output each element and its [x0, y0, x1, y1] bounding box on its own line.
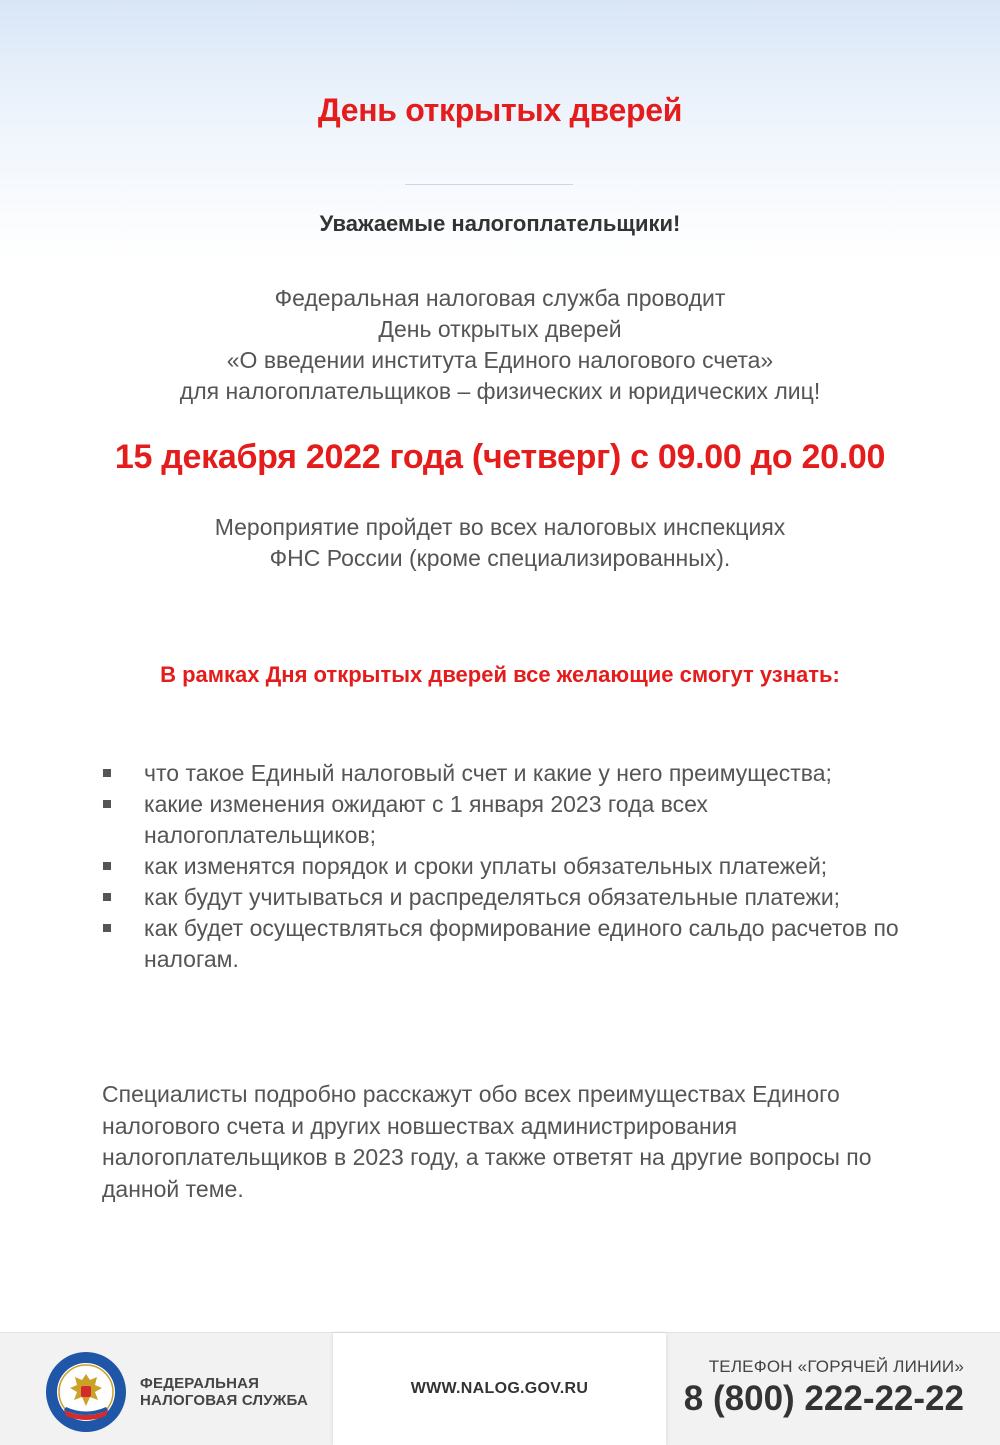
org-name	[140, 1375, 308, 1409]
footer-org	[0, 1333, 333, 1445]
hotline-label: ТЕЛЕФОН «ГОРЯЧЕЙ ЛИНИИ»	[708, 1357, 964, 1376]
closing-paragraph: Специалисты подробно расскажут обо всех преимуществах Единого налогового счета и других новшествах администрирования налогоплательщиков в 2023 году, а также ответят на другие вопросы по данной теме.	[102, 1081, 872, 1202]
list-item	[100, 882, 930, 913]
list-item-text: как будет осуществляться формирование единого сальдо расчетов по налогам.	[144, 915, 899, 972]
intro-line: для налогоплательщиков – физических и юридических лиц!	[179, 378, 821, 404]
page-title: День открытых дверей	[317, 92, 683, 128]
learn-heading: В рамках Дня открытых дверей все желающие смогут узнать:	[160, 662, 840, 687]
square-bullet-icon	[103, 769, 111, 777]
list-item	[100, 758, 930, 789]
list-item	[100, 913, 930, 975]
fns-emblem-icon	[44, 1350, 128, 1434]
org-name-line: НАЛОГОВАЯ СЛУЖБА	[140, 1392, 308, 1409]
topics-list	[100, 758, 930, 975]
event-date: 15 декабря 2022 года (четверг) с 09.00 до 20.00	[114, 438, 886, 476]
venue-line: ФНС России (кроме специализированных).	[269, 545, 731, 571]
square-bullet-icon	[103, 893, 111, 901]
footer-hotline	[666, 1333, 1000, 1445]
venue-line: Мероприятие пройдет во всех налоговых инспекциях	[214, 514, 786, 540]
list-item-text: какие изменения ожидают с 1 января 2023 года всех налогоплательщиков;	[144, 791, 708, 848]
org-name-line: ФЕДЕРАЛЬНАЯ	[140, 1375, 260, 1392]
square-bullet-icon	[103, 862, 111, 870]
intro-paragraph	[0, 283, 1000, 407]
list-item-text: что такое Единый налоговый счет и какие у него преимущества;	[144, 760, 832, 786]
intro-line: День открытых дверей	[378, 316, 622, 342]
hotline-number[interactable]: 8 (800) 222-22-22	[683, 1379, 964, 1418]
greeting: Уважаемые налогоплательщики!	[319, 211, 681, 236]
list-item	[100, 789, 930, 851]
intro-line: Федеральная налоговая служба проводит	[274, 285, 726, 311]
square-bullet-icon	[103, 924, 111, 932]
square-bullet-icon	[103, 800, 111, 808]
list-item-text: как изменятся порядок и сроки уплаты обязательных платежей;	[144, 853, 828, 879]
footer	[0, 1332, 1000, 1445]
title-divider	[405, 184, 573, 185]
footer-website	[333, 1333, 666, 1445]
list-item-text: как будут учитываться и распределяться обязательные платежи;	[144, 884, 841, 910]
website-link[interactable]: WWW.NALOG.GOV.RU	[410, 1380, 589, 1397]
venue-paragraph	[0, 512, 1000, 574]
list-item	[100, 851, 930, 882]
intro-line: «О введении института Единого налогового счета»	[226, 347, 774, 373]
